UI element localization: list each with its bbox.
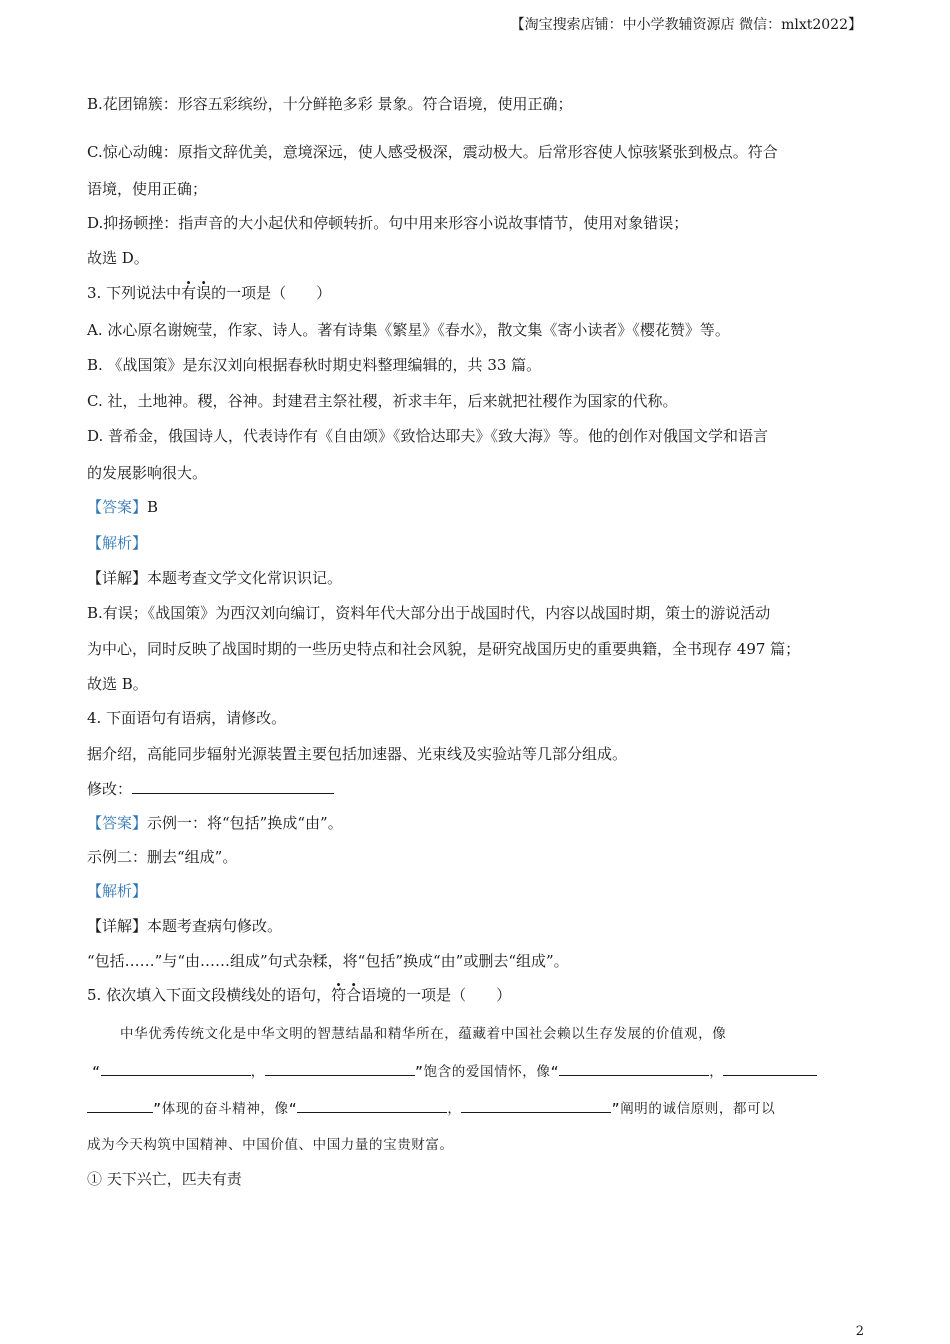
answer-tag: 【答案】	[87, 498, 148, 516]
passage-line-1: 中华优秀传统文化是中华文明的智慧结晶和精华所在，蕴藏着中国社会赖以生存发展的价值观，像	[120, 1026, 727, 1042]
blank-4	[723, 1061, 817, 1076]
emphasis-char: 有	[181, 284, 197, 302]
option-c-explanation-cont: 语境，使用正确；	[87, 180, 208, 198]
passage-line-3: ”体现的奋斗精神，像“ ， ”阐明的诚信原则，都可以	[87, 1098, 775, 1119]
conclusion-d: 故选 D。	[87, 249, 149, 267]
question-4-stem: 4. 下面语句有语病，请修改。	[87, 709, 287, 727]
question-4-analysis-tag: 【解析】	[87, 882, 148, 900]
question-4-answer: 【答案】示例一：将“包括”换成“由”。	[87, 814, 343, 832]
answer-tag: 【答案】	[87, 814, 148, 832]
option-d-explanation: D.抑扬顿挫：指声音的大小起伏和停顿转折。句中用来形容小说故事情节，使用对象错误；	[87, 214, 689, 232]
question-4-detail: 【详解】本题考查病句修改。	[87, 917, 283, 935]
question-5-stem: 5. 依次填入下面文段横线处的语句，符合语境的一项是（ ）	[87, 986, 512, 1004]
blank-2	[265, 1061, 415, 1076]
question-3-explanation: B.有误；《战国策》为西汉刘向编订，资料年代大部分出于战国时代，内容以战国时期，策士的游说活动	[87, 604, 771, 622]
question-3-stem: 3. 下列说法中有误的一项是（ ）	[87, 284, 332, 302]
question-3-option-c: C. 社，土地神。稷，谷神。封建君主祭社稷，祈求丰年，后来就把社稷作为国家的代称。	[87, 392, 678, 410]
blank-6	[461, 1098, 611, 1113]
page-header: 【淘宝搜索店铺：中小学教辅资源店 微信：mlxt2022】	[510, 17, 862, 33]
blank-5	[297, 1098, 447, 1113]
emphasis-char: 误	[196, 284, 212, 302]
option-item-1: ① 天下兴亡，匹夫有责	[87, 1170, 242, 1188]
emphasis-char: 合	[346, 986, 362, 1004]
passage-line-4: 成为今天构筑中国精神、中国价值、中国力量的宝贵财富。	[87, 1137, 454, 1153]
question-3-option-d-cont: 的发展影响很大。	[87, 464, 208, 482]
option-c-explanation: C.惊心动魄：原指文辞优美，意境深远，使人感受极深，震动极大。后常形容使人惊骇紧张到极点。符合	[87, 143, 778, 161]
question-3-analysis-tag: 【解析】	[87, 534, 148, 552]
question-4-revise: 修改：	[87, 779, 334, 799]
blank-3	[559, 1061, 709, 1076]
question-3-option-d: D. 普希金，俄国诗人，代表诗作有《自由颂》《致恰达耶夫》《致大海》等。他的创作对俄国文学和语言	[87, 427, 769, 445]
question-3-answer	[87, 497, 158, 517]
answer-value: B	[147, 498, 159, 516]
passage-line-2: “ ， ”饱含的爱国情怀，像“ ，	[92, 1061, 817, 1082]
question-3-detail: 【详解】本题考查文学文化常识识记。	[87, 569, 343, 587]
emphasis-char: 符	[331, 986, 347, 1004]
question-3-explanation-cont: 为中心，同时反映了战国时期的一些历史特点和社会风貌，是研究战国历史的重要典籍，全书现存 497 篇；	[87, 640, 801, 658]
blank-1	[101, 1061, 251, 1076]
question-3-option-b: B. 《战国策》是东汉刘向根据春秋时期史料整理编辑的，共 33 篇。	[87, 356, 542, 374]
page-number: 2	[855, 1324, 864, 1339]
question-4-explanation: “包括……”与“由……组成”句式杂糅，将“包括”换成“由”或删去“组成”。	[87, 952, 569, 970]
question-3-option-a: A. 冰心原名谢婉莹，作家、诗人。著有诗集《繁星》《春水》，散文集《寄小读者》《樱花赞》等。	[87, 321, 730, 339]
option-b-explanation: B.花团锦簇：形容五彩缤纷，十分鲜艳多彩 景象。符合语境，使用正确；	[87, 95, 573, 113]
question-4-answer-2: 示例二：删去“组成”。	[87, 848, 238, 866]
blank-4-cont	[87, 1098, 153, 1113]
conclusion-b: 故选 B。	[87, 675, 148, 693]
answer-blank	[132, 779, 334, 794]
question-4-sentence: 据介绍，高能同步辐射光源装置主要包括加速器、光束线及实验站等几部分组成。	[87, 745, 628, 763]
